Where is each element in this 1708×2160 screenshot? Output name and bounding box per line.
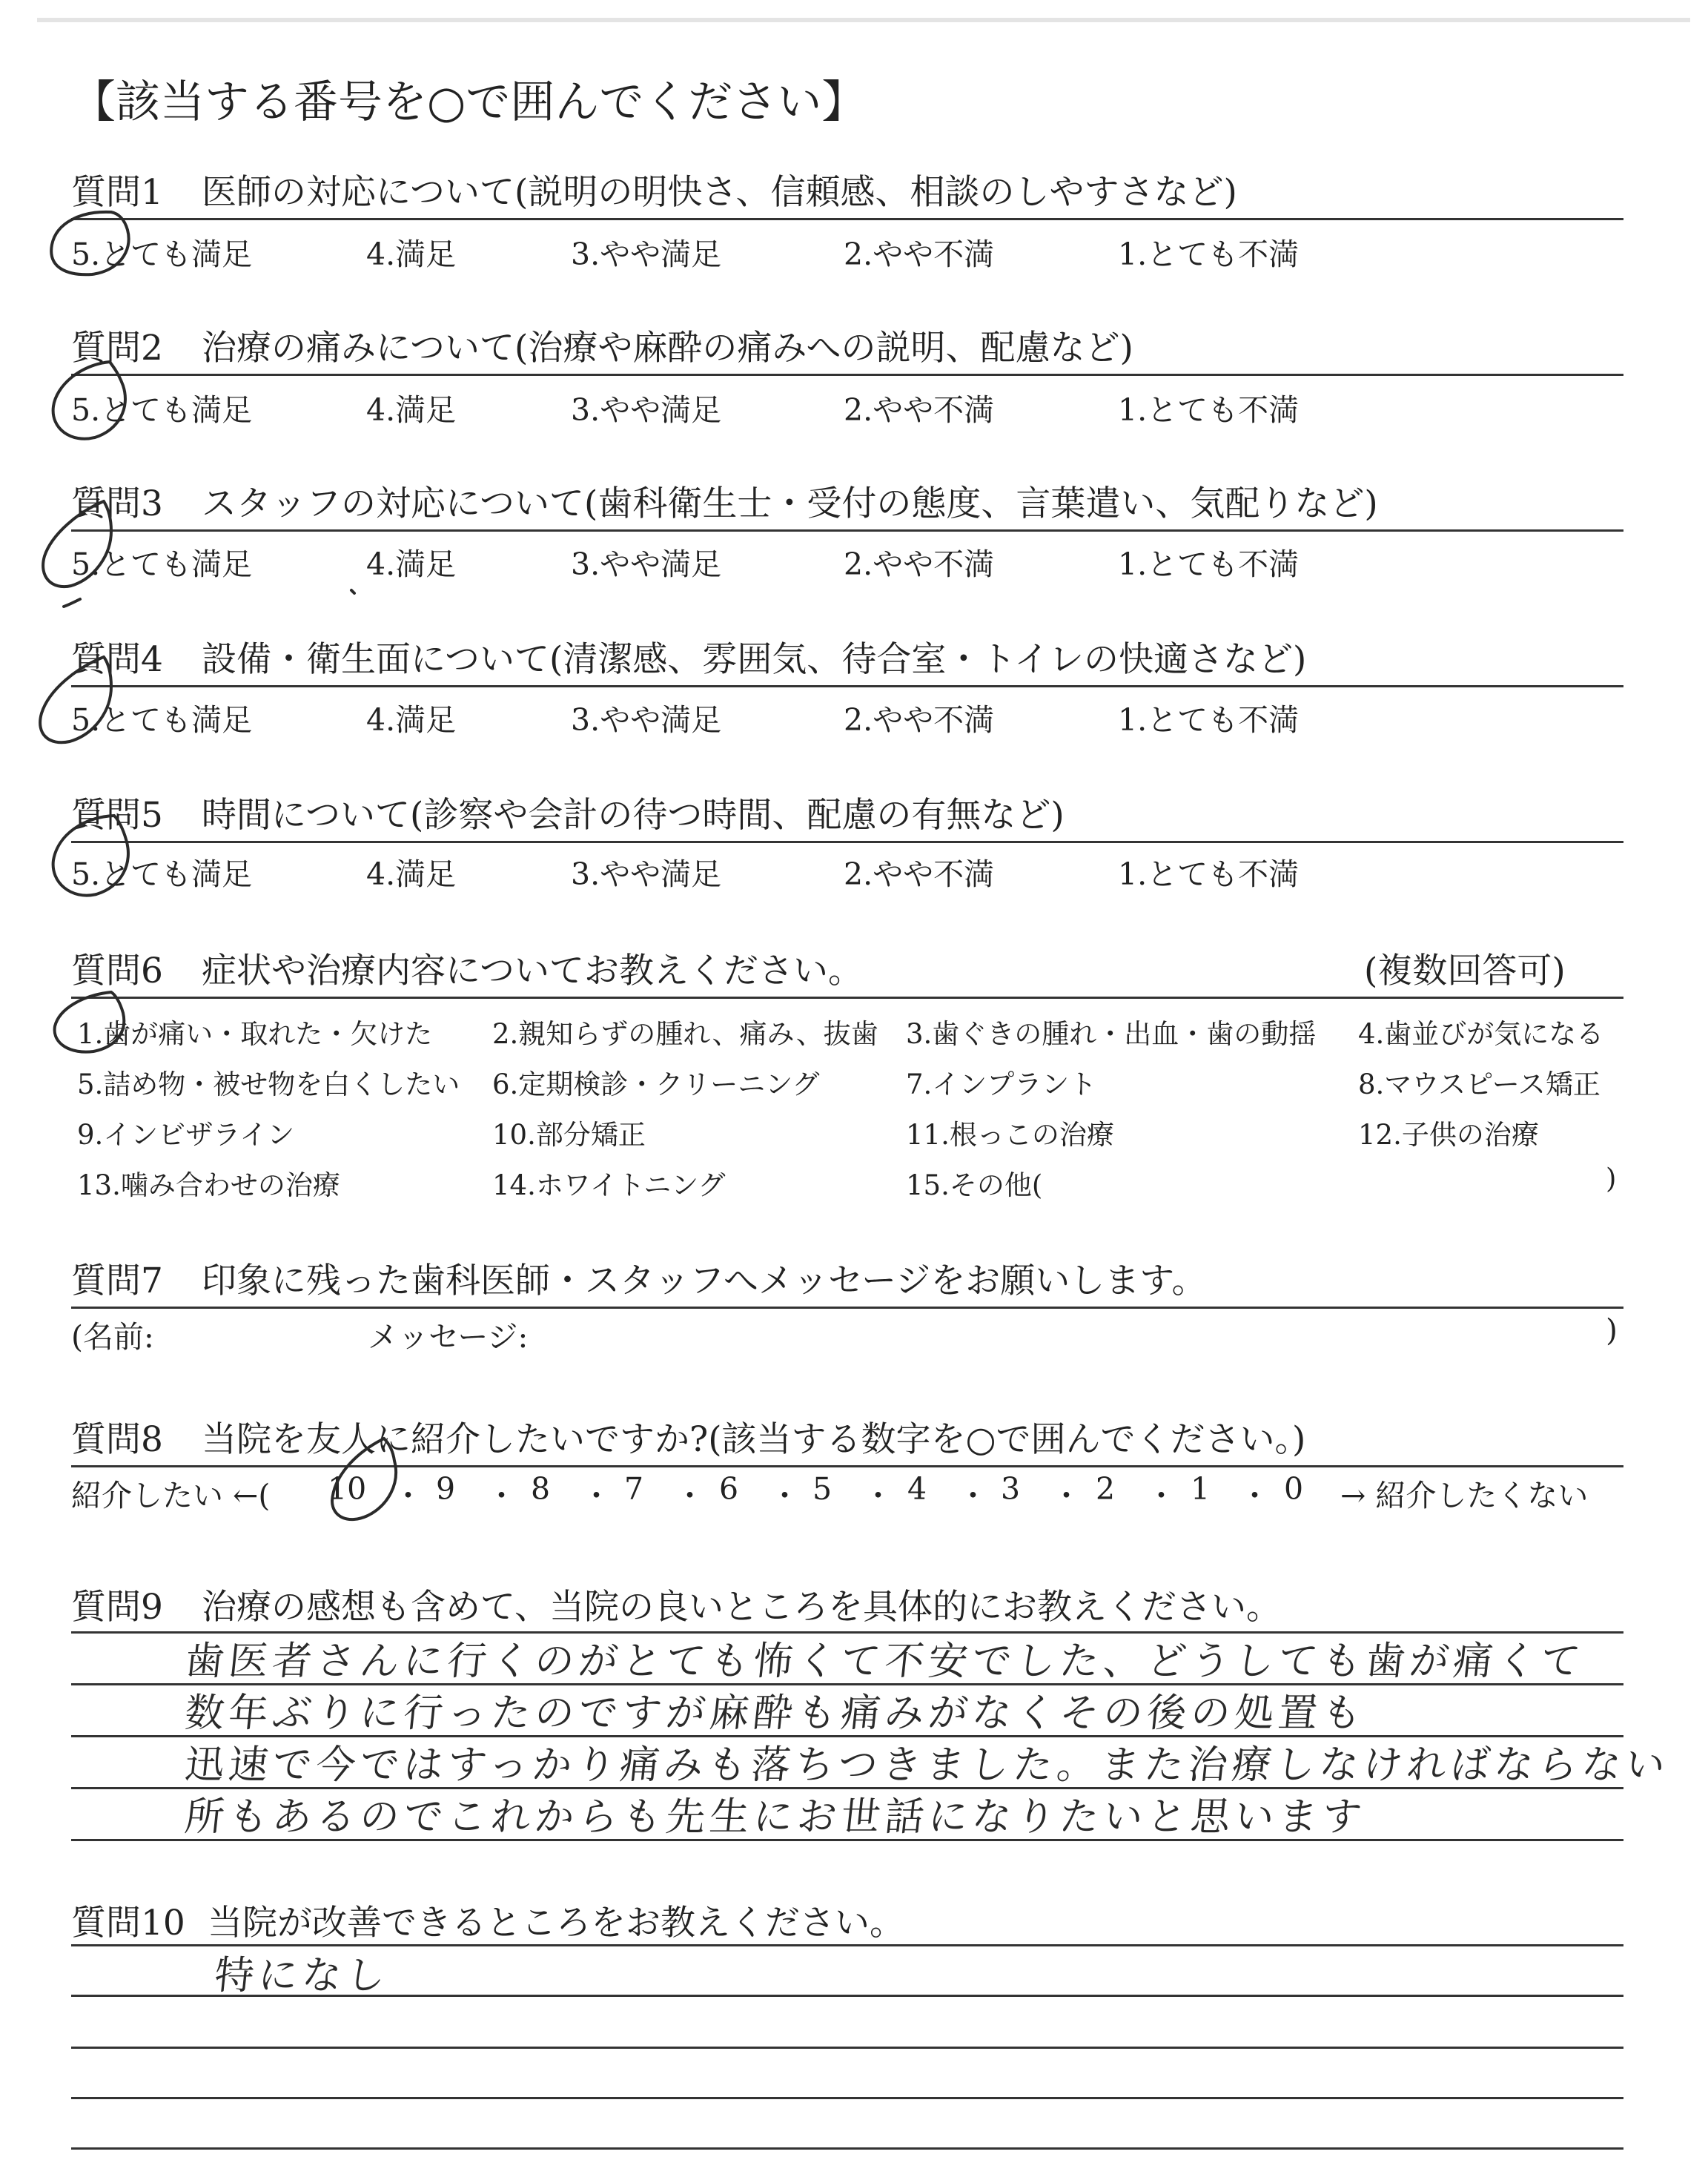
question-label: 質問1 bbox=[71, 172, 163, 213]
scale-dot: ・ bbox=[1051, 1478, 1082, 1513]
stray-mark bbox=[64, 599, 80, 607]
question-label: 質問5 bbox=[71, 795, 163, 836]
option-2[interactable]: 2.やや不満 bbox=[844, 237, 995, 272]
q6-option-13[interactable]: 13.噛み合わせの治療 bbox=[77, 1169, 340, 1201]
option-2[interactable]: 2.やや不満 bbox=[844, 546, 995, 582]
question-text: 治療の感想も含めて、当院の良いところを具体的にお教えください。 bbox=[202, 1587, 1282, 1628]
option-5[interactable]: 5.とても満足 bbox=[71, 237, 253, 272]
question-label: 質問2 bbox=[71, 328, 163, 369]
question-rule bbox=[71, 997, 1623, 999]
option-1[interactable]: 1.とても不満 bbox=[1118, 856, 1300, 892]
option-5[interactable]: 5.とても満足 bbox=[71, 856, 253, 892]
scale-1[interactable]: 1 bbox=[1191, 1471, 1211, 1507]
q6-option-14[interactable]: 14.ホワイトニング bbox=[492, 1169, 726, 1201]
option-3[interactable]: 3.やや満足 bbox=[571, 392, 722, 428]
question-label: 質問9 bbox=[71, 1587, 163, 1628]
option-1[interactable]: 1.とても不満 bbox=[1118, 237, 1300, 272]
question-text: 当院が改善できるところをお教えください。 bbox=[208, 1903, 904, 1943]
scale-9[interactable]: 9 bbox=[436, 1471, 456, 1507]
q6-option-7[interactable]: 7.インプラント bbox=[906, 1069, 1097, 1100]
option-2[interactable]: 2.やや不満 bbox=[844, 702, 995, 738]
option-4[interactable]: 4.満足 bbox=[366, 546, 457, 582]
scale-dot: ・ bbox=[769, 1478, 800, 1513]
answer-rule bbox=[71, 2147, 1623, 2150]
handwritten-answer-line: 数年ぶりに行ったのですが麻酔も痛みがなくその後の処置も bbox=[182, 1691, 1368, 1736]
stray-mark bbox=[351, 590, 354, 593]
recommend-right-label: → 紹介したくない bbox=[1340, 1478, 1589, 1513]
scale-dot: ・ bbox=[1239, 1478, 1270, 1513]
q6-option-2[interactable]: 2.親知らずの腫れ、痛み、抜歯 bbox=[492, 1018, 878, 1050]
top-edge-line bbox=[37, 18, 1690, 22]
option-5[interactable]: 5.とても満足 bbox=[71, 546, 253, 582]
recommend-left-label: 紹介したい ←( bbox=[71, 1478, 271, 1513]
q6-option-12[interactable]: 12.子供の治療 bbox=[1358, 1119, 1539, 1151]
option-4[interactable]: 4.満足 bbox=[366, 702, 457, 738]
handwritten-answer-line: 特になし bbox=[212, 1953, 392, 1998]
q6-option-4[interactable]: 4.歯並びが気になる bbox=[1358, 1018, 1604, 1050]
question-label: 質問8 bbox=[71, 1419, 163, 1460]
handwritten-answer-line: 歯医者さんに行くのがとても怖くて不安でした、どうしても歯が痛くて bbox=[182, 1639, 1587, 1684]
question-text: 設備・衛生面について(清潔感、雰囲気、待合室・トイレの快適さなど) bbox=[202, 639, 1307, 680]
option-5[interactable]: 5.とても満足 bbox=[71, 702, 253, 738]
scale-0[interactable]: 0 bbox=[1284, 1471, 1304, 1507]
scale-10[interactable]: 10 bbox=[328, 1471, 367, 1507]
scale-dot: ・ bbox=[393, 1478, 423, 1513]
question-label: 質問10 bbox=[71, 1903, 185, 1943]
question-text: 症状や治療内容についてお教えください。 bbox=[202, 951, 864, 991]
answer-rule bbox=[71, 2047, 1623, 2049]
question-label: 質問6 bbox=[71, 951, 163, 991]
q6-option-11[interactable]: 11.根っこの治療 bbox=[906, 1119, 1114, 1151]
option-5[interactable]: 5.とても満足 bbox=[71, 392, 253, 428]
option-1[interactable]: 1.とても不満 bbox=[1118, 546, 1300, 582]
message-label: メッセージ: bbox=[368, 1319, 529, 1355]
q6-option-5[interactable]: 5.詰め物・被せ物を白くしたい bbox=[77, 1069, 460, 1100]
question-rule bbox=[71, 1465, 1623, 1467]
scale-dot: ・ bbox=[863, 1478, 893, 1513]
scale-dot: ・ bbox=[1146, 1478, 1176, 1513]
question-rule bbox=[71, 841, 1623, 843]
scale-7[interactable]: 7 bbox=[624, 1471, 644, 1507]
question-text: 医師の対応について(説明の明快さ、信頼感、相談のしやすさなど) bbox=[202, 172, 1237, 213]
question-text: 治療の痛みについて(治療や麻酔の痛みへの説明、配慮など) bbox=[202, 328, 1133, 369]
question-label: 質問7 bbox=[71, 1261, 163, 1301]
scale-dot: ・ bbox=[958, 1478, 988, 1513]
q6-option-10[interactable]: 10.部分矯正 bbox=[492, 1119, 646, 1151]
name-label: (名前: bbox=[71, 1319, 154, 1355]
option-2[interactable]: 2.やや不満 bbox=[844, 856, 995, 892]
question-text: 時間について(診察や会計の待つ時間、配慮の有無など) bbox=[202, 795, 1065, 836]
question-rule bbox=[71, 529, 1623, 532]
q6-option-9[interactable]: 9.インビザライン bbox=[77, 1119, 295, 1151]
handwritten-answer-line: 迅速で今ではすっかり痛みも落ちつきました。また治療しなければならない bbox=[182, 1743, 1672, 1788]
option-3[interactable]: 3.やや満足 bbox=[571, 856, 722, 892]
option-2[interactable]: 2.やや不満 bbox=[844, 392, 995, 428]
q6-option-6[interactable]: 6.定期検診・クリーニング bbox=[492, 1069, 820, 1100]
q6-option-8[interactable]: 8.マウスピース矯正 bbox=[1358, 1069, 1601, 1100]
q6-other-close-paren: ) bbox=[1606, 1163, 1617, 1195]
question-rule bbox=[71, 1307, 1623, 1309]
option-3[interactable]: 3.やや満足 bbox=[571, 237, 722, 272]
option-4[interactable]: 4.満足 bbox=[366, 237, 457, 272]
scale-6[interactable]: 6 bbox=[719, 1471, 739, 1507]
option-1[interactable]: 1.とても不満 bbox=[1118, 702, 1300, 738]
scale-3[interactable]: 3 bbox=[1001, 1471, 1021, 1507]
scale-dot: ・ bbox=[675, 1478, 705, 1513]
scale-dot: ・ bbox=[486, 1478, 517, 1513]
page-header: 【該当する番号を○で囲んでください】 bbox=[71, 76, 867, 128]
option-3[interactable]: 3.やや満足 bbox=[571, 702, 722, 738]
answer-rule bbox=[71, 2097, 1623, 2099]
q6-option-3[interactable]: 3.歯ぐきの腫れ・出血・歯の動揺 bbox=[906, 1018, 1317, 1050]
multiple-answer-note: (複数回答可) bbox=[1364, 951, 1566, 991]
scale-dot: ・ bbox=[581, 1478, 612, 1513]
question-rule bbox=[71, 218, 1623, 220]
option-1[interactable]: 1.とても不満 bbox=[1118, 392, 1300, 428]
question-label: 質問3 bbox=[71, 483, 163, 524]
option-4[interactable]: 4.満足 bbox=[366, 856, 457, 892]
question-text: 印象に残った歯科医師・スタッフへメッセージをお願いします。 bbox=[202, 1261, 1207, 1301]
scale-8[interactable]: 8 bbox=[531, 1471, 551, 1507]
q6-option-15[interactable]: 15.その他( bbox=[906, 1169, 1043, 1201]
scale-5[interactable]: 5 bbox=[812, 1471, 833, 1507]
question-text: スタッフの対応について(歯科衛生士・受付の態度、言葉遣い、気配りなど) bbox=[202, 483, 1378, 524]
scale-2[interactable]: 2 bbox=[1096, 1471, 1116, 1507]
question-label: 質問4 bbox=[71, 639, 163, 680]
question-rule bbox=[71, 685, 1623, 687]
question-text: 当院を友人に紹介したいですか?(該当する数字を○で囲んでください。) bbox=[202, 1419, 1306, 1460]
option-3[interactable]: 3.やや満足 bbox=[571, 546, 722, 582]
option-4[interactable]: 4.満足 bbox=[366, 392, 457, 428]
message-close-paren: ) bbox=[1606, 1312, 1618, 1348]
question-rule bbox=[71, 374, 1623, 376]
handwritten-answer-line: 所もあるのでこれからも先生にお世話になりたいと思います bbox=[182, 1794, 1368, 1840]
scale-4[interactable]: 4 bbox=[907, 1471, 927, 1507]
q6-option-1[interactable]: 1.歯が痛い・取れた・欠けた bbox=[77, 1018, 433, 1050]
